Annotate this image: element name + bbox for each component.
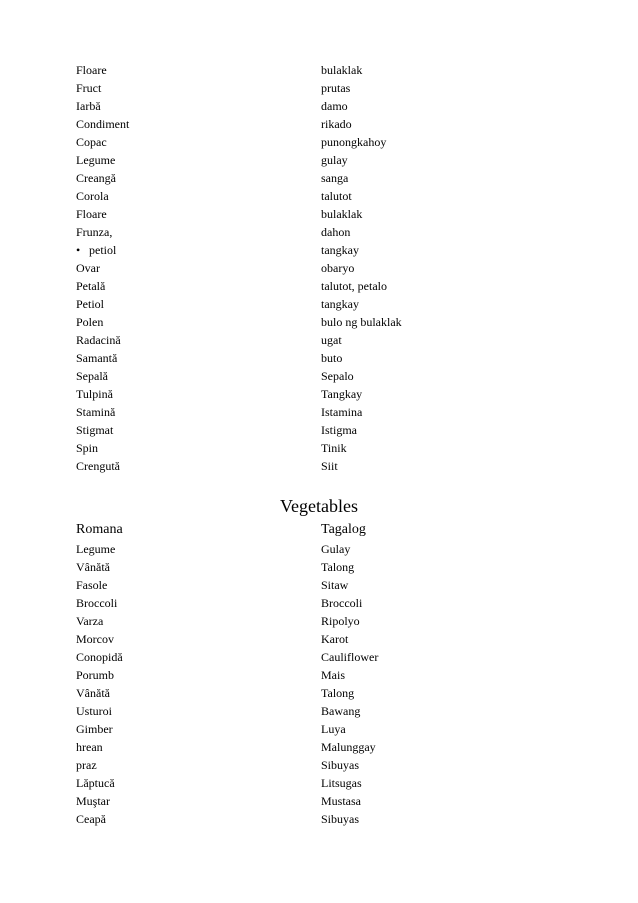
tagalog-term: Istigma <box>321 423 357 437</box>
tagalog-term: prutas <box>321 81 351 95</box>
table-row <box>76 241 576 259</box>
table-row <box>76 133 576 151</box>
table-row <box>76 187 576 205</box>
romanian-term: Muştar <box>76 794 110 808</box>
table-row <box>76 349 576 367</box>
tagalog-term: Sibuyas <box>321 812 360 826</box>
romanian-term: Floare <box>76 207 107 221</box>
romanian-term: Gimber <box>76 722 113 736</box>
romanian-term <box>76 241 116 259</box>
table-row <box>76 295 576 313</box>
table-row <box>76 205 576 223</box>
tagalog-term: damo <box>321 99 348 113</box>
tagalog-term: Talong <box>321 686 355 700</box>
tagalog-term: bulaklak <box>321 63 363 77</box>
table-row <box>76 367 576 385</box>
table-row <box>76 774 576 792</box>
tagalog-term: Malunggay <box>321 740 376 754</box>
romanian-term: Broccoli <box>76 596 118 610</box>
tagalog-term: bulaklak <box>321 207 363 221</box>
table-row <box>76 702 576 720</box>
header-romana: Romana <box>76 522 123 537</box>
tagalog-term: Litsugas <box>321 776 362 790</box>
romanian-term: Fruct <box>76 81 102 95</box>
tagalog-term: Talong <box>321 560 355 574</box>
table-row <box>76 648 576 666</box>
romanian-term: praz <box>76 758 97 772</box>
romanian-term: Stamină <box>76 405 116 419</box>
header-tagalog: Tagalog <box>321 522 366 537</box>
tagalog-term: tangkay <box>321 243 359 257</box>
table-row <box>76 612 576 630</box>
tagalog-term: talutot, petalo <box>321 279 387 293</box>
table-row <box>76 810 576 828</box>
table-row <box>76 385 576 403</box>
romanian-term-text: petiol <box>89 243 117 257</box>
tagalog-term: bulo ng bulaklak <box>321 315 402 329</box>
tagalog-term: gulay <box>321 153 348 167</box>
table-row <box>76 223 576 241</box>
romanian-term: Porumb <box>76 668 115 682</box>
tagalog-term: Mustasa <box>321 794 361 808</box>
table-row <box>76 720 576 738</box>
table-row <box>76 61 576 79</box>
table-row <box>76 421 576 439</box>
tagalog-term: punongkahoy <box>321 135 387 149</box>
romanian-term: Usturoi <box>76 704 112 718</box>
tagalog-term: Ripolyo <box>321 614 360 628</box>
romanian-term: Spin <box>76 441 99 455</box>
tagalog-term: Tangkay <box>321 387 363 401</box>
romanian-term: Sepală <box>76 369 108 383</box>
table-row <box>76 331 576 349</box>
tagalog-term: tangkay <box>321 297 359 311</box>
tagalog-term: ugat <box>321 333 342 347</box>
tagalog-term: Sepalo <box>321 369 354 383</box>
section-title-vegetables: Vegetables <box>280 496 358 516</box>
romanian-term: Stigmat <box>76 423 114 437</box>
table-row <box>76 169 576 187</box>
romanian-term: Ovar <box>76 261 100 275</box>
table-row <box>76 403 576 421</box>
table-row <box>76 756 576 774</box>
romanian-term: Samantă <box>76 351 118 365</box>
romanian-term: Radacină <box>76 333 121 347</box>
vegetables-table-header <box>76 520 576 540</box>
tagalog-term: Sitaw <box>321 578 349 592</box>
tagalog-term: buto <box>321 351 343 365</box>
romanian-term: Copac <box>76 135 107 149</box>
tagalog-term: obaryo <box>321 261 355 275</box>
tagalog-term: Luya <box>321 722 346 736</box>
tagalog-term: Sibuyas <box>321 758 360 772</box>
romanian-term: Polen <box>76 315 104 329</box>
vegetables-vocabulary-table <box>76 540 576 828</box>
romanian-term: Iarbă <box>76 99 101 113</box>
table-row <box>76 457 576 475</box>
tagalog-term: rikado <box>321 117 352 131</box>
table-row <box>76 792 576 810</box>
romanian-term: Tulpină <box>76 387 113 401</box>
romanian-term: Morcov <box>76 632 114 646</box>
table-row <box>76 151 576 169</box>
romanian-term: Petiol <box>76 297 105 311</box>
table-row <box>76 576 576 594</box>
table-row <box>76 115 576 133</box>
romanian-term: Vânătă <box>76 560 110 574</box>
table-row <box>76 738 576 756</box>
romanian-term: hrean <box>76 740 103 754</box>
romanian-term: Vânătă <box>76 686 110 700</box>
romanian-term: Corola <box>76 189 109 203</box>
romanian-term: Frunza, <box>76 225 113 239</box>
tagalog-term: Gulay <box>321 542 351 556</box>
tagalog-term: sanga <box>321 171 349 185</box>
tagalog-term: Tinik <box>321 441 347 455</box>
tagalog-term: dahon <box>321 225 351 239</box>
tagalog-term: Istamina <box>321 405 363 419</box>
table-row <box>76 97 576 115</box>
plant-vocabulary-table <box>76 61 576 475</box>
romanian-term: Ceapă <box>76 812 106 826</box>
tagalog-term: Siit <box>321 459 338 473</box>
tagalog-term: talutot <box>321 189 352 203</box>
bullet-icon: • <box>76 243 81 257</box>
table-row <box>76 594 576 612</box>
tagalog-term: Cauliflower <box>321 650 379 664</box>
tagalog-term: Mais <box>321 668 345 682</box>
romanian-term: Floare <box>76 63 107 77</box>
tagalog-term: Karot <box>321 632 349 646</box>
table-row <box>76 558 576 576</box>
table-row <box>76 79 576 97</box>
table-row <box>76 277 576 295</box>
romanian-term: Creangă <box>76 171 116 185</box>
table-row <box>76 630 576 648</box>
romanian-term: Condiment <box>76 117 130 131</box>
romanian-term: Petală <box>76 279 106 293</box>
table-row <box>76 666 576 684</box>
table-row <box>76 259 576 277</box>
tagalog-term: Bawang <box>321 704 361 718</box>
table-row <box>76 540 576 558</box>
tagalog-term: Broccoli <box>321 596 363 610</box>
table-row <box>76 439 576 457</box>
table-row <box>76 684 576 702</box>
romanian-term: Legume <box>76 153 116 167</box>
romanian-term: Crengută <box>76 459 120 473</box>
romanian-term: Fasole <box>76 578 108 592</box>
romanian-term: Lăptucă <box>76 776 115 790</box>
table-row <box>76 313 576 331</box>
romanian-term: Conopidă <box>76 650 123 664</box>
romanian-term: Legume <box>76 542 116 556</box>
romanian-term: Varza <box>76 614 104 628</box>
